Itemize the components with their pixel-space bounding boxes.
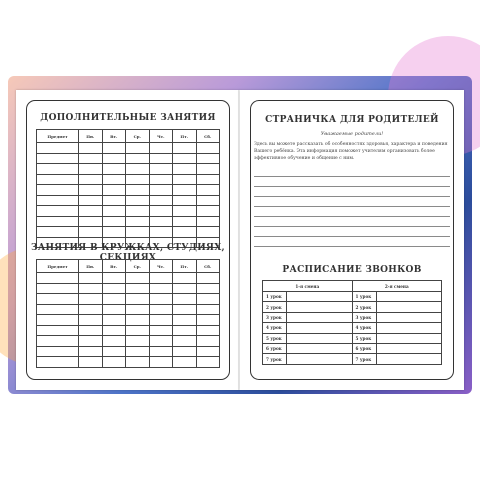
table-cell[interactable] — [126, 164, 150, 175]
table-cell[interactable] — [196, 325, 220, 336]
shift-1-lesson-label: 4 урок — [263, 323, 287, 333]
bell-schedule-row — [263, 292, 442, 302]
bell-schedule-row — [263, 302, 442, 312]
table-cell[interactable] — [149, 164, 173, 175]
table-row — [37, 195, 220, 206]
table-cell[interactable] — [37, 153, 79, 164]
shift-1-lesson-label: 3 урок — [263, 312, 287, 322]
table-cell[interactable] — [102, 206, 126, 217]
table-cell[interactable] — [173, 304, 197, 315]
table-cell[interactable] — [196, 227, 220, 238]
note-line[interactable] — [254, 226, 450, 227]
table-cell[interactable] — [173, 346, 197, 357]
table-row — [37, 143, 220, 154]
table-cell[interactable] — [79, 164, 103, 175]
column-header-fri: Пт. — [173, 260, 197, 273]
table-row — [37, 346, 220, 357]
column-header-tue: Вт. — [102, 260, 126, 273]
table-row — [37, 315, 220, 326]
parents-greeting: Уважаемые родители! — [320, 131, 384, 137]
table-cell[interactable] — [196, 336, 220, 347]
column-header-wed: Ср. — [126, 260, 150, 273]
table-cell[interactable] — [79, 185, 103, 196]
table-cell[interactable] — [37, 174, 79, 185]
table-cell[interactable] — [79, 174, 103, 185]
table-cell[interactable] — [126, 294, 150, 305]
shift-1-time-cell[interactable] — [287, 312, 353, 322]
extra-classes-title: ДОПОЛНИТЕЛЬНЫЕ ЗАНЯТИЯ — [40, 113, 216, 123]
column-header-subject: Предмет — [37, 260, 79, 273]
column-header-mon: Пн. — [79, 130, 103, 143]
table-cell[interactable] — [173, 195, 197, 206]
table-cell[interactable] — [126, 206, 150, 217]
shift-1-lesson-label: 5 урок — [263, 333, 287, 343]
table-header-row — [37, 130, 220, 143]
bell-schedule-row — [263, 354, 442, 364]
table-cell[interactable] — [196, 153, 220, 164]
table-cell[interactable] — [149, 174, 173, 185]
table-cell[interactable] — [173, 185, 197, 196]
table-cell[interactable] — [37, 283, 79, 294]
table-cell[interactable] — [149, 315, 173, 326]
table-row — [37, 294, 220, 305]
table-cell[interactable] — [37, 143, 79, 154]
parents-intro-text: Здесь вы можете рассказать об особенностях здоровья, характера и поведения Вашего ребёнка. Эта информация поможет учителям организовать более эффективное обучение и общение с ним. — [254, 142, 448, 161]
table-cell[interactable] — [37, 346, 79, 357]
table-cell[interactable] — [126, 304, 150, 315]
column-header-wed: Ср. — [126, 130, 150, 143]
table-cell[interactable] — [79, 346, 103, 357]
column-header-sat: Сб. — [196, 130, 220, 143]
table-cell[interactable] — [79, 206, 103, 217]
column-header-subject: Предмет — [37, 130, 79, 143]
table-cell[interactable] — [173, 227, 197, 238]
table-cell[interactable] — [173, 315, 197, 326]
table-cell[interactable] — [149, 283, 173, 294]
shift-1-lesson-label: 1 урок — [263, 292, 287, 302]
table-cell[interactable] — [102, 153, 126, 164]
bell-schedule-row — [263, 312, 442, 322]
table-cell[interactable] — [37, 357, 79, 368]
table-cell[interactable] — [173, 273, 197, 284]
note-line[interactable] — [254, 176, 450, 177]
shift-2-lesson-label: 2 урок — [352, 302, 376, 312]
table-cell[interactable] — [149, 304, 173, 315]
column-header-fri: Пт. — [173, 130, 197, 143]
table-cell[interactable] — [79, 143, 103, 154]
note-line[interactable] — [254, 186, 450, 187]
shift-1-lesson-label: 6 урок — [263, 343, 287, 353]
shift-2-time-cell[interactable] — [376, 302, 442, 312]
table-cell[interactable] — [126, 273, 150, 284]
table-cell[interactable] — [102, 336, 126, 347]
column-header-thu: Чт. — [149, 260, 173, 273]
table-cell[interactable] — [79, 273, 103, 284]
table-cell[interactable] — [196, 273, 220, 284]
shift-1-time-cell[interactable] — [287, 323, 353, 333]
table-row — [37, 227, 220, 238]
table-cell[interactable] — [102, 227, 126, 238]
table-cell[interactable] — [126, 325, 150, 336]
table-row — [37, 357, 220, 368]
left-page — [16, 90, 240, 390]
table-cell[interactable] — [126, 227, 150, 238]
table-cell[interactable] — [102, 315, 126, 326]
table-cell[interactable] — [149, 336, 173, 347]
shift-1-time-cell[interactable] — [287, 354, 353, 364]
table-cell[interactable] — [102, 216, 126, 227]
table-cell[interactable] — [37, 304, 79, 315]
table-cell[interactable] — [102, 143, 126, 154]
table-row — [37, 164, 220, 175]
table-cell[interactable] — [173, 336, 197, 347]
table-cell[interactable] — [37, 227, 79, 238]
table-cell[interactable] — [173, 325, 197, 336]
table-cell[interactable] — [37, 325, 79, 336]
table-cell[interactable] — [79, 294, 103, 305]
bell-schedule-row — [263, 323, 442, 333]
table-cell[interactable] — [149, 357, 173, 368]
bell-schedule-row — [263, 333, 442, 343]
note-line[interactable] — [254, 236, 450, 237]
table-cell[interactable] — [102, 294, 126, 305]
table-cell[interactable] — [102, 273, 126, 284]
table-cell[interactable] — [102, 283, 126, 294]
table-cell[interactable] — [196, 195, 220, 206]
table-cell[interactable] — [126, 357, 150, 368]
table-cell[interactable] — [196, 206, 220, 217]
note-line[interactable] — [254, 246, 450, 247]
table-cell[interactable] — [37, 195, 79, 206]
table-cell[interactable] — [79, 315, 103, 326]
column-header-thu: Чт. — [149, 130, 173, 143]
shift-2-time-cell[interactable] — [376, 343, 442, 353]
table-cell[interactable] — [149, 325, 173, 336]
shift-2-time-cell[interactable] — [376, 292, 442, 302]
table-cell[interactable] — [79, 304, 103, 315]
table-cell[interactable] — [102, 357, 126, 368]
note-line[interactable] — [254, 216, 450, 217]
table-row — [37, 153, 220, 164]
table-cell[interactable] — [126, 283, 150, 294]
clubs-table — [36, 259, 220, 368]
column-header-sat: Сб. — [196, 260, 220, 273]
right-page — [240, 90, 464, 390]
table-cell[interactable] — [102, 195, 126, 206]
table-row — [37, 206, 220, 217]
table-row — [37, 304, 220, 315]
table-cell[interactable] — [126, 315, 150, 326]
column-header-mon: Пн. — [79, 260, 103, 273]
shift-2-time-cell[interactable] — [376, 333, 442, 343]
table-cell[interactable] — [173, 206, 197, 217]
table-cell[interactable] — [79, 195, 103, 206]
table-cell[interactable] — [37, 273, 79, 284]
table-cell[interactable] — [173, 143, 197, 154]
shift-2-lesson-label: 6 урок — [352, 343, 376, 353]
table-cell[interactable] — [196, 164, 220, 175]
table-cell[interactable] — [196, 304, 220, 315]
table-cell[interactable] — [149, 227, 173, 238]
table-cell[interactable] — [173, 164, 197, 175]
table-cell[interactable] — [196, 185, 220, 196]
shift-1-time-cell[interactable] — [287, 343, 353, 353]
table-cell[interactable] — [196, 357, 220, 368]
table-cell[interactable] — [126, 346, 150, 357]
table-cell[interactable] — [196, 174, 220, 185]
table-cell[interactable] — [196, 346, 220, 357]
table-row — [37, 185, 220, 196]
table-cell[interactable] — [37, 216, 79, 227]
table-cell[interactable] — [102, 185, 126, 196]
shift-1-time-cell[interactable] — [287, 302, 353, 312]
table-cell[interactable] — [173, 153, 197, 164]
table-cell[interactable] — [173, 283, 197, 294]
table-cell[interactable] — [126, 185, 150, 196]
shift-1-header: 1-я смена — [263, 281, 353, 292]
table-row — [37, 325, 220, 336]
shift-1-time-cell[interactable] — [287, 333, 353, 343]
shift-2-lesson-label: 3 урок — [352, 312, 376, 322]
table-cell[interactable] — [102, 174, 126, 185]
table-cell[interactable] — [102, 325, 126, 336]
shift-2-header: 2-я смена — [352, 281, 442, 292]
shift-1-lesson-label: 7 урок — [263, 354, 287, 364]
table-cell[interactable] — [149, 195, 173, 206]
shift-2-time-cell[interactable] — [376, 312, 442, 322]
table-cell[interactable] — [149, 273, 173, 284]
table-cell[interactable] — [149, 143, 173, 154]
note-line[interactable] — [254, 206, 450, 207]
column-header-tue: Вт. — [102, 130, 126, 143]
table-cell[interactable] — [79, 227, 103, 238]
shift-2-time-cell[interactable] — [376, 323, 442, 333]
table-cell[interactable] — [196, 283, 220, 294]
table-cell[interactable] — [173, 294, 197, 305]
table-cell[interactable] — [79, 357, 103, 368]
shift-2-lesson-label: 1 урок — [352, 292, 376, 302]
table-cell[interactable] — [173, 216, 197, 227]
table-cell[interactable] — [149, 185, 173, 196]
extra-classes-table — [36, 129, 220, 248]
table-header-row — [37, 260, 220, 273]
table-cell[interactable] — [196, 143, 220, 154]
table-cell[interactable] — [126, 195, 150, 206]
table-cell[interactable] — [173, 174, 197, 185]
table-cell[interactable] — [149, 346, 173, 357]
table-cell[interactable] — [149, 206, 173, 217]
table-cell[interactable] — [102, 164, 126, 175]
table-row — [37, 216, 220, 227]
table-cell[interactable] — [102, 346, 126, 357]
table-row — [37, 283, 220, 294]
table-cell[interactable] — [79, 336, 103, 347]
table-cell[interactable] — [149, 153, 173, 164]
note-line[interactable] — [254, 196, 450, 197]
table-cell[interactable] — [126, 174, 150, 185]
bell-schedule-row — [263, 343, 442, 353]
table-cell[interactable] — [79, 325, 103, 336]
bell-schedule-title: РАСПИСАНИЕ ЗВОНКОВ — [282, 265, 422, 275]
table-row — [37, 336, 220, 347]
table-cell[interactable] — [126, 336, 150, 347]
table-cell[interactable] — [79, 216, 103, 227]
shift-2-time-cell[interactable] — [376, 354, 442, 364]
shift-2-lesson-label: 7 урок — [352, 354, 376, 364]
table-cell[interactable] — [79, 283, 103, 294]
clubs-title: ЗАНЯТИЯ В КРУЖКАХ, СТУДИЯХ, СЕКЦИЯХ — [31, 243, 225, 263]
table-cell[interactable] — [126, 216, 150, 227]
table-row — [37, 174, 220, 185]
shift-2-lesson-label: 5 урок — [352, 333, 376, 343]
table-cell[interactable] — [37, 336, 79, 347]
table-cell[interactable] — [196, 294, 220, 305]
table-cell[interactable] — [196, 315, 220, 326]
table-cell[interactable] — [102, 304, 126, 315]
table-cell[interactable] — [173, 357, 197, 368]
table-cell[interactable] — [126, 143, 150, 154]
bell-schedule-table — [262, 280, 442, 365]
table-cell[interactable] — [149, 294, 173, 305]
table-cell[interactable] — [37, 315, 79, 326]
table-cell[interactable] — [196, 216, 220, 227]
shift-1-time-cell[interactable] — [287, 292, 353, 302]
table-cell[interactable] — [37, 164, 79, 175]
table-cell[interactable] — [79, 153, 103, 164]
table-cell[interactable] — [126, 153, 150, 164]
table-cell[interactable] — [37, 185, 79, 196]
parents-page-title: СТРАНИЧКА ДЛЯ РОДИТЕЛЕЙ — [265, 115, 439, 125]
shift-2-lesson-label: 4 урок — [352, 323, 376, 333]
shift-1-lesson-label: 2 урок — [263, 302, 287, 312]
table-row — [37, 273, 220, 284]
table-cell[interactable] — [149, 216, 173, 227]
bell-schedule-header-row — [263, 281, 442, 292]
table-cell[interactable] — [37, 206, 79, 217]
table-cell[interactable] — [37, 294, 79, 305]
